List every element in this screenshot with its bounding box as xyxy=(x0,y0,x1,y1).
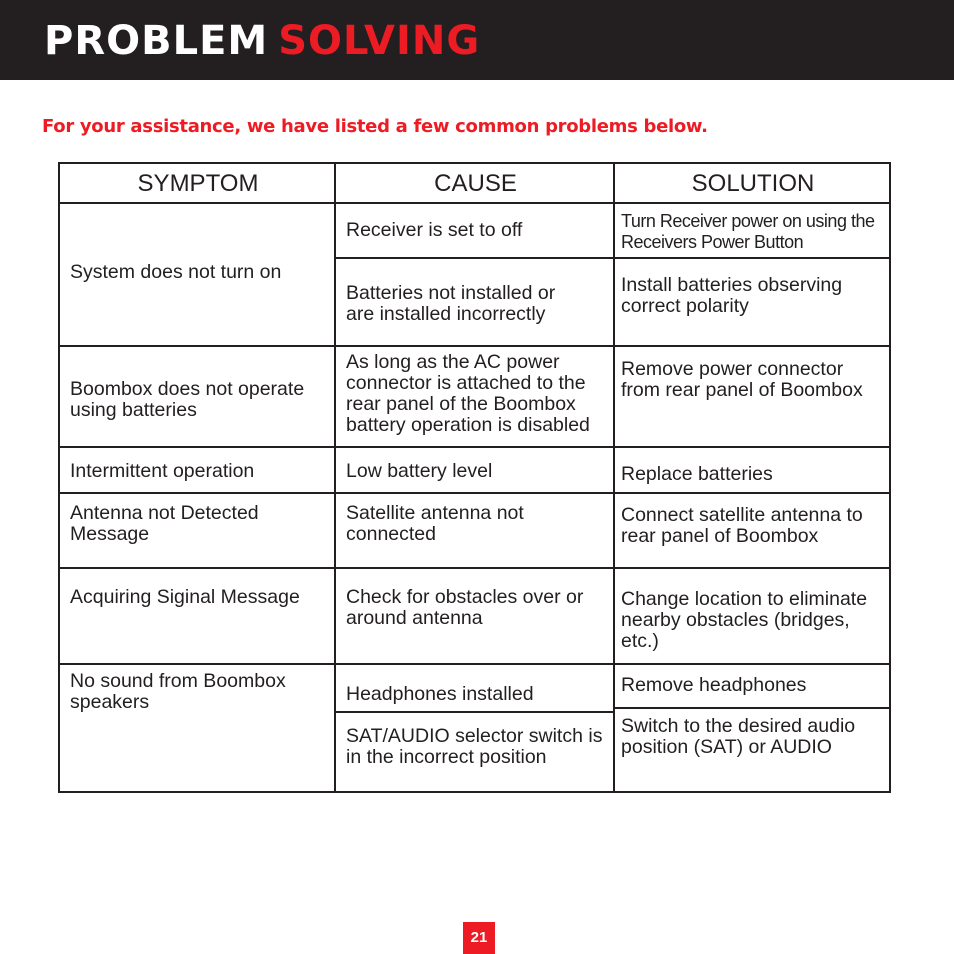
solution-cell: Switch to the desired audio position (SAT) or AUDIO xyxy=(621,715,856,758)
solution-cell: Remove power connector from rear panel of Boombox xyxy=(621,358,863,401)
sub-row-divider xyxy=(334,257,891,259)
header-symptom: SYMPTOM xyxy=(137,170,259,197)
cause-cell: As long as the AC power connector is attached to the rear panel of the Boombox battery operation is disabled xyxy=(346,351,590,436)
row-divider xyxy=(58,446,891,448)
intro-text: For your assistance, we have listed a few common problems below. xyxy=(42,116,708,137)
cause-cell: SAT/AUDIO selector switch is in the incorrect position xyxy=(346,725,603,768)
row-divider xyxy=(58,663,891,665)
row-divider xyxy=(58,567,891,569)
sub-row-divider xyxy=(334,711,614,713)
symptom-cell: Antenna not Detected Message xyxy=(70,502,259,545)
cause-cell: Satellite antenna not connected xyxy=(346,502,524,545)
table-border-left xyxy=(58,162,60,793)
symptom-cell: Acquiring Siginal Message xyxy=(70,586,300,608)
symptom-cell: No sound from Boombox speakers xyxy=(70,670,286,713)
solution-cell: Replace batteries xyxy=(621,463,773,485)
cause-cell: Receiver is set to off xyxy=(346,219,523,241)
row-divider xyxy=(58,492,891,494)
solution-cell: Install batteries observing correct polarity xyxy=(621,274,843,317)
sub-row-divider xyxy=(613,707,891,709)
page-number: 21 xyxy=(463,922,495,954)
table-border-bottom xyxy=(58,791,891,793)
cause-cell: Low battery level xyxy=(346,460,493,482)
symptom-cell: Boombox does not operate using batteries xyxy=(70,378,305,421)
cause-cell: Check for obstacles over or around antenna xyxy=(346,586,584,629)
row-divider xyxy=(58,345,891,347)
cause-cell: Headphones installed xyxy=(346,683,534,705)
solution-cell: Turn Receiver power on using the Receivers Power Button xyxy=(621,211,875,252)
header-solution: SOLUTION xyxy=(691,170,815,197)
title-word-problem: PROBLEM xyxy=(44,18,269,64)
symptom-cell: System does not turn on xyxy=(70,261,282,283)
solution-cell: Connect satellite antenna to rear panel of Boombox xyxy=(621,504,863,547)
page-title xyxy=(44,16,480,66)
solution-cell: Remove headphones xyxy=(621,674,807,696)
cause-cell: Batteries not installed or are installed incorrectly xyxy=(346,282,556,325)
header-cause: CAUSE xyxy=(434,170,517,197)
symptom-cell: Intermittent operation xyxy=(70,460,255,482)
title-word-solving: SOLVING xyxy=(278,18,481,64)
solution-cell: Change location to eliminate nearby obstacles (bridges, etc.) xyxy=(621,588,868,652)
